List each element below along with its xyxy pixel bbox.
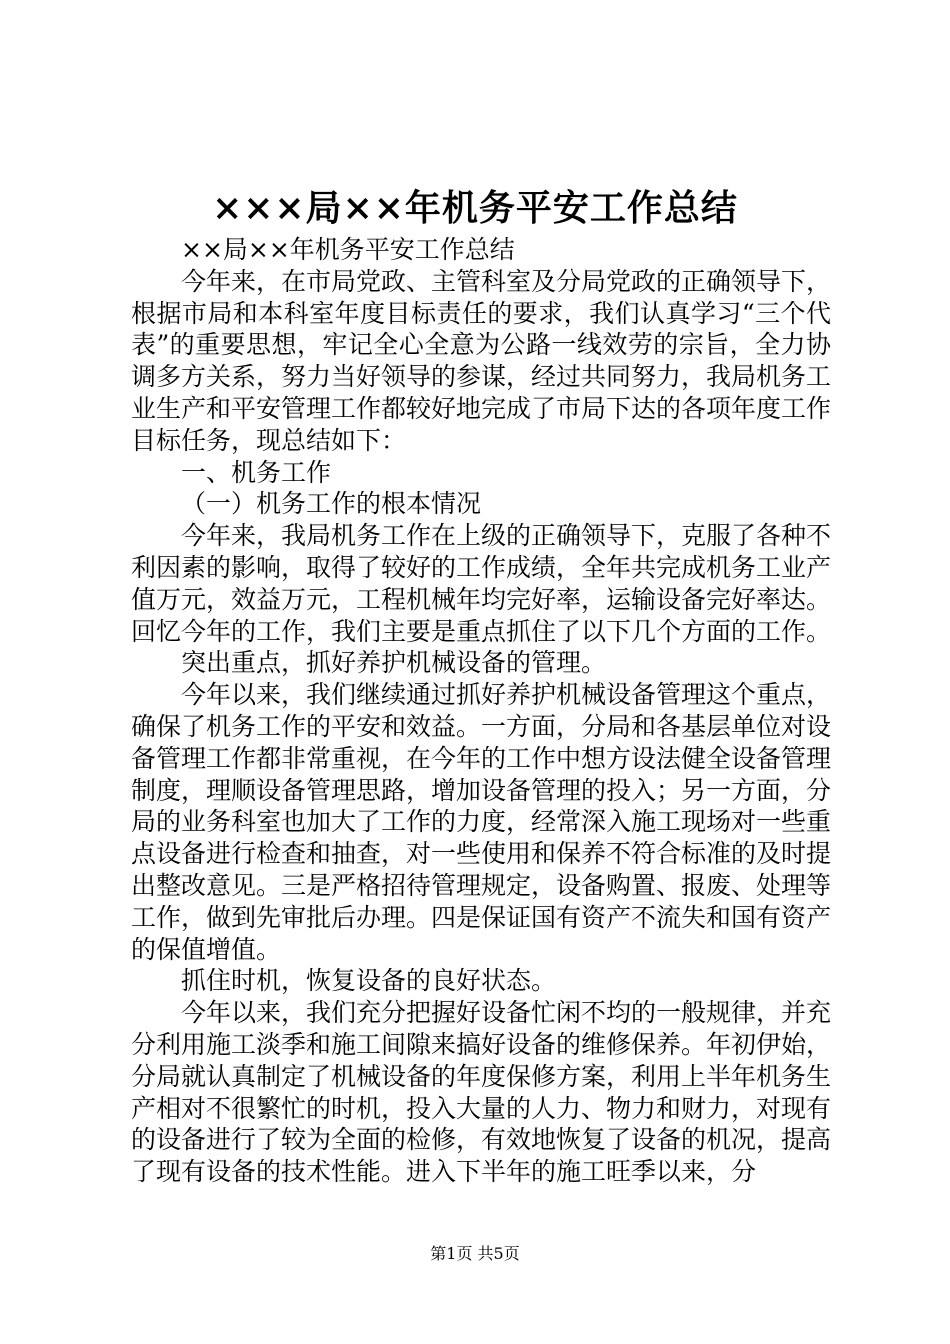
paragraph-equipment-management: 今年以来，我们继续通过抓好养护机械设备管理这个重点，确保了机务工作的平安和效益。一方面，分局和各基层单位对设备管理工作都非常重视，在今年的工作中想方设法健全设备管理制度，理顺设备管理思路，增加设备管理的投入；另一方面，分局的业务科室也加大了工作的力度，经常深入施工现场对一些重点设备进行检查和抽查，对一些使用和保养不符合标准的及时提出整改意见。三是严格招待管理规定，设备购置、报废、处理等工作，做到先审批后办理。四是保证国有资产不流失和国有资产的保值增值。 [131, 680, 832, 964]
paragraph-subtitle: ××局××年机务平安工作总结 [181, 235, 515, 264]
point-heading-equipment-restoration: 抓住时机，恢复设备的良好状态。 [181, 966, 557, 996]
document-title: ×××局××年机务平安工作总结 [212, 187, 738, 229]
point-heading-equipment-management: 突出重点，抓好养护机械设备的管理。 [181, 648, 607, 678]
document-body [131, 234, 831, 1188]
paragraph-basic-situation: 今年来，我局机务工作在上级的正确领导下，克服了各种不利因素的影响，取得了较好的工作成绩，全年共完成机务工业产值万元，效益万元，工程机械年均完好率，运输设备完好率达。回忆今年的工作，我们主要是重点抓住了以下几个方面的工作。 [131, 521, 832, 646]
subsection-heading-basic-situation: （一）机务工作的根本情况 [181, 489, 482, 519]
page-number-footer: 第1页 共5页 [430, 1244, 520, 1263]
paragraph-intro: 今年来，在市局党政、主管科室及分局党政的正确领导下，根据市局和本科室年度目标责任的要求，我们认真学习“三个代表”的重要思想，牢记全心全意为公路一线效劳的宗旨，全力协调多方关系，努力当好领导的参谋，经过共同努力，我局机务工业生产和平安管理工作都较好地完成了市局下达的各项年度工作目标任务，现总结如下： [131, 266, 832, 455]
paragraph-equipment-restoration: 今年以来，我们充分把握好设备忙闲不均的一般规律，并充分利用施工淡季和施工间隙来搞好设备的维修保养。年初伊始，分局就认真制定了机械设备的年度保修方案，利用上半年机务生产相对不很繁忙的时机，投入大量的人力、物力和财力，对现有的设备进行了较为全面的检修，有效地恢复了设备的机况，提高了现有设备的技术性能。进入下半年的施工旺季以来，分 [131, 998, 832, 1187]
section-heading-machinery-work: 一、机务工作 [181, 457, 332, 487]
